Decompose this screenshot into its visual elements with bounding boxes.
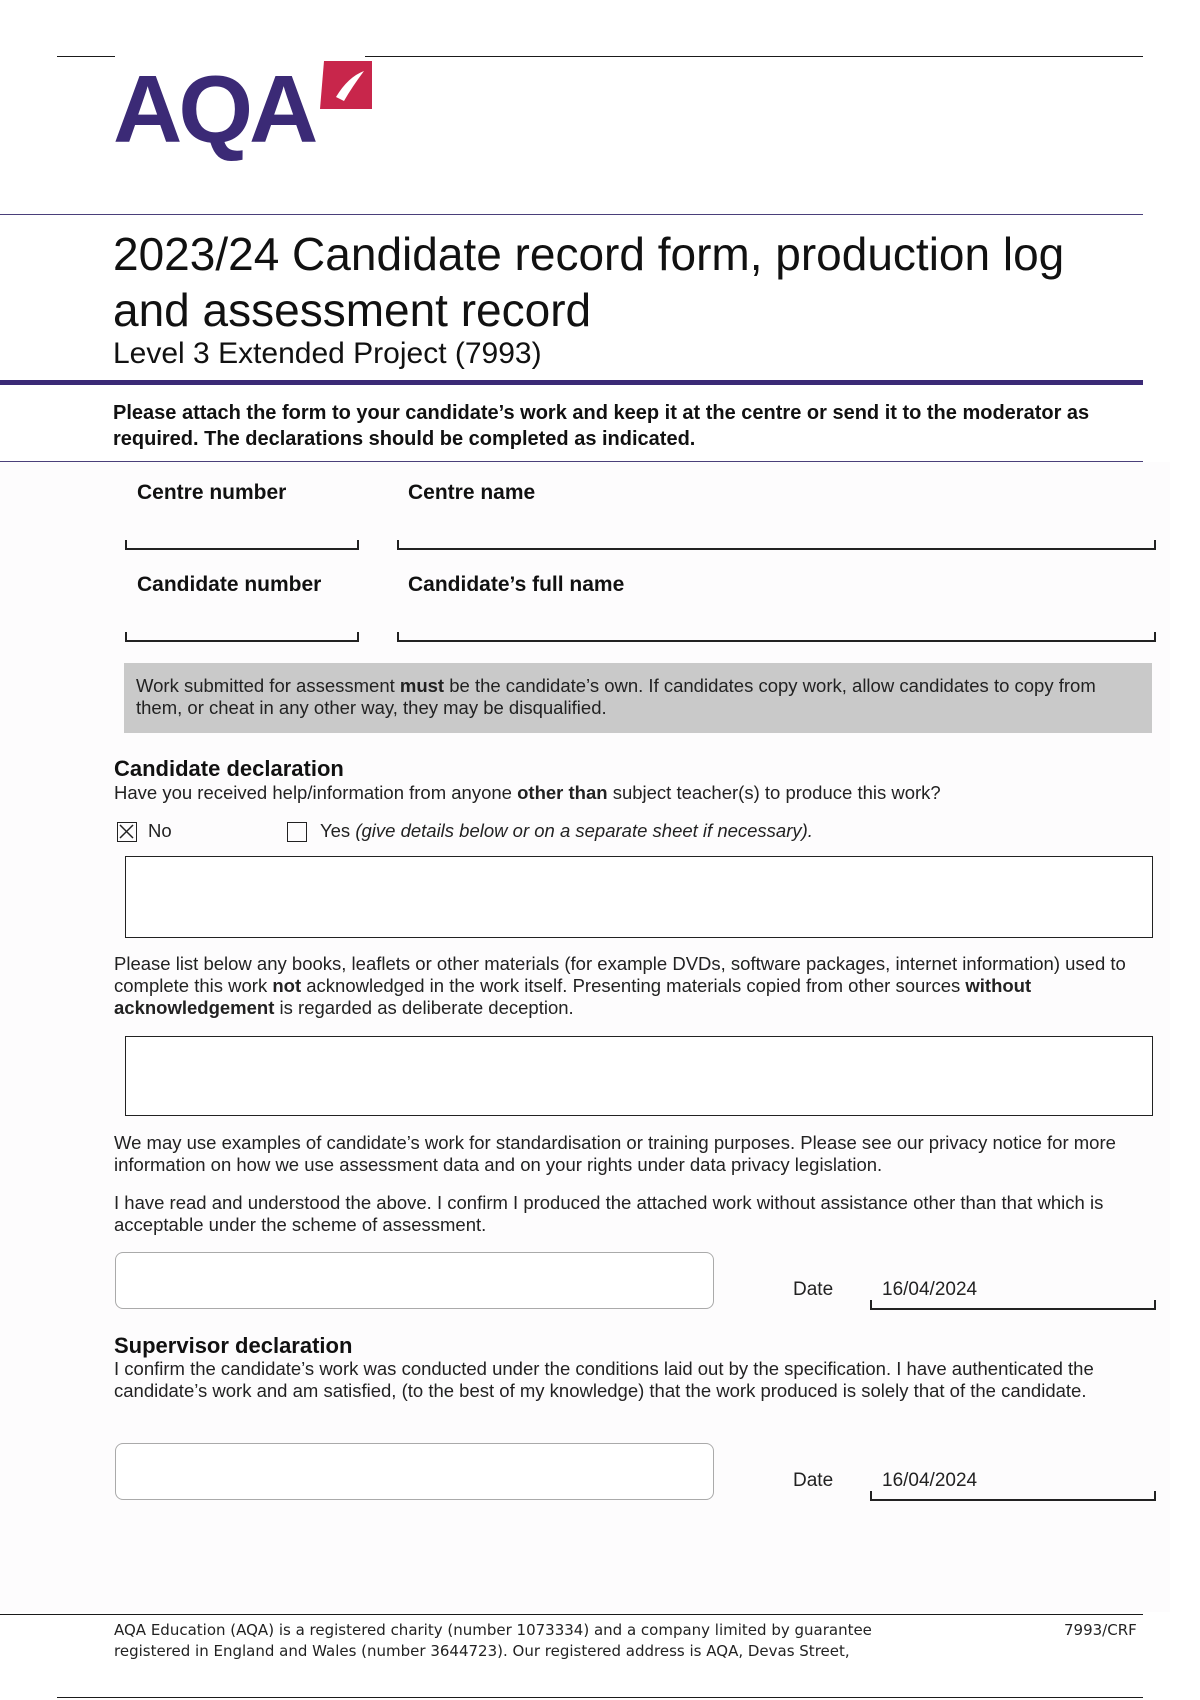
title-bottom-rule <box>0 380 1143 385</box>
supervisor-date-field[interactable] <box>870 1491 1156 1501</box>
footer-line-2: registered in England and Wales (number 3644723). Our registered address is AQA, Devas Street, <box>114 1642 850 1660</box>
no-checkbox[interactable] <box>117 822 137 842</box>
checkbox-cross-icon <box>118 823 135 840</box>
footer-text <box>114 1620 994 1662</box>
materials-text-bold-1: not <box>272 975 302 996</box>
page-title: 2023/24 Candidate record form, production log and assessment record <box>113 228 1065 336</box>
candidate-name-label: Candidate’s full name <box>408 573 625 596</box>
supervisor-date-value: 16/04/2024 <box>882 1470 978 1491</box>
instructions: Please attach the form to your candidate’s work and keep it at the centre or send it to the moderator as required. The declarations should be completed as indicated. <box>113 402 1090 450</box>
page-subtitle: Level 3 Extended Project (7993) <box>113 337 542 370</box>
notice-text-2: be the candidate’s own. If candidates copy work, allow candidates to copy from them, or cheat in any other way, they may be disqualified. <box>136 675 1096 718</box>
centre-name-label: Centre name <box>408 481 536 504</box>
privacy-notice: We may use examples of candidate’s work for standardisation or training purposes. Please see our privacy notice for more information on how we use assessment data and on your rights under data privacy legislation. <box>114 1132 1116 1175</box>
yes-option-hint: (give details below or on a separate sheet if necessary). <box>355 820 813 841</box>
help-question <box>114 782 1159 804</box>
yes-checkbox[interactable] <box>287 822 307 842</box>
centre-number-field[interactable] <box>125 540 359 550</box>
help-question-2: subject teacher(s) to produce this work? <box>607 782 941 803</box>
supervisor-signature-box[interactable] <box>115 1443 714 1500</box>
centre-number-label: Centre number <box>137 481 287 504</box>
notice-text-1: Work submitted for assessment <box>136 675 400 696</box>
materials-text-2: acknowledged in the work itself. Presenting materials copied from other sources <box>301 975 966 996</box>
supervisor-declaration-title: Supervisor declaration <box>114 1333 353 1358</box>
candidate-number-label: Candidate number <box>137 573 322 596</box>
candidate-number-field[interactable] <box>125 632 359 642</box>
title-top-rule <box>0 214 1143 215</box>
header-rule-long <box>365 56 1143 57</box>
footer-code: 7993/CRF <box>1064 1621 1137 1639</box>
candidate-date-value: 16/04/2024 <box>882 1279 978 1300</box>
materials-text-3: is regarded as deliberate deception. <box>274 997 574 1018</box>
footer-bottom-rule <box>57 1697 1143 1698</box>
disqualification-notice <box>124 663 1152 733</box>
notice-text-bold: must <box>399 675 445 696</box>
yes-option <box>320 820 1020 842</box>
candidate-date-field[interactable] <box>870 1300 1156 1310</box>
materials-details-box[interactable] <box>125 1036 1153 1116</box>
candidate-name-field[interactable] <box>397 632 1156 642</box>
materials-instructions <box>114 953 1159 1019</box>
yes-option-label: Yes <box>320 820 351 841</box>
candidate-signature-box[interactable] <box>115 1252 714 1309</box>
header-rule-short <box>57 56 115 57</box>
footer-line-1: AQA Education (AQA) is a registered charity (number 1073334) and a company limited by guarantee <box>114 1621 872 1639</box>
materials-text-bold-2: without acknowledgement <box>114 975 1032 1018</box>
supervisor-date-label: Date <box>793 1470 834 1491</box>
help-question-bold: other than <box>517 782 608 803</box>
materials-text-1: Please list below any books, leaflets or other materials (for example DVDs, software packages, internet information) used to complete this work <box>114 953 1126 996</box>
candidate-declaration-title: Candidate declaration <box>114 756 344 781</box>
help-details-box[interactable] <box>125 856 1153 938</box>
candidate-date-label: Date <box>793 1279 834 1300</box>
help-question-1: Have you received help/information from anyone <box>114 782 518 803</box>
aqa-flag-logo-icon <box>318 57 374 117</box>
supervisor-declaration-text: I confirm the candidate’s work was conducted under the conditions laid out by the specification. I have authenticated the candidate’s work and am satisfied, (to the best of my knowledge) that the work produced is solely that of the candidate. <box>114 1358 1094 1401</box>
footer-top-rule <box>0 1614 1143 1615</box>
candidate-confirm-text: I have read and understood the above. I confirm I produced the attached work without assistance other than that which is acceptable under the scheme of assessment. <box>114 1192 1104 1235</box>
aqa-logo-text: AQA <box>113 56 315 163</box>
centre-name-field[interactable] <box>397 540 1156 550</box>
no-option-label: No <box>148 820 172 841</box>
